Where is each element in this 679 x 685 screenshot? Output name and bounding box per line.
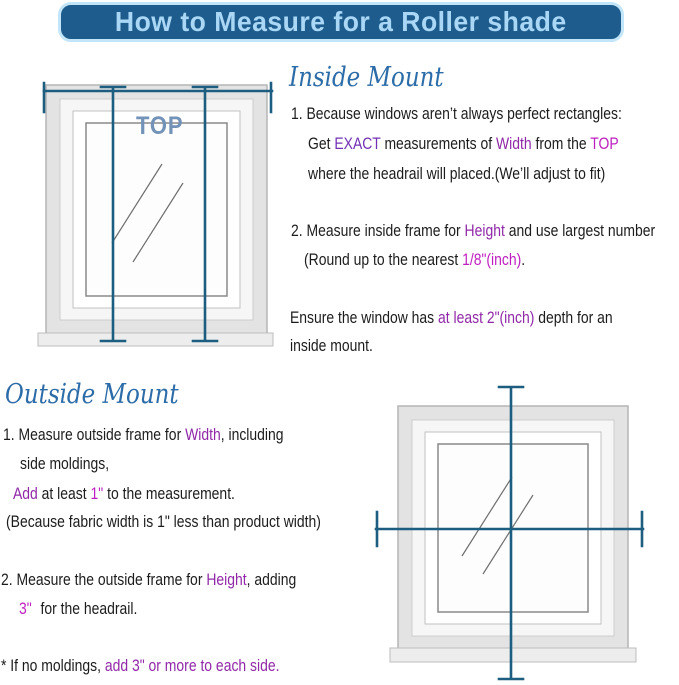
window-sill bbox=[38, 333, 273, 346]
text-segment: inside mount. bbox=[290, 336, 373, 355]
top-label: TOP bbox=[136, 112, 184, 140]
highlight-one-inch: 1" bbox=[90, 484, 104, 503]
outside-step2-line2 bbox=[19, 599, 137, 619]
window-sill bbox=[390, 648, 636, 662]
text-segment: and use largest number bbox=[504, 221, 656, 240]
outside-step1-line4 bbox=[6, 512, 321, 532]
highlight-height: Height bbox=[206, 570, 247, 589]
inside-step2-line2 bbox=[304, 250, 525, 270]
text-segment: for the headrail. bbox=[36, 599, 138, 618]
highlight-add-three: add 3" or more to each side. bbox=[104, 656, 280, 675]
text-segment: measurements of bbox=[380, 134, 497, 153]
text-segment: where the headrail will placed.(We’ll adjust to fit) bbox=[308, 164, 606, 183]
text-segment: , adding bbox=[246, 570, 297, 589]
text-segment: from the bbox=[531, 134, 591, 153]
text-segment: Get bbox=[308, 134, 335, 153]
highlight-top: TOP bbox=[590, 134, 619, 153]
inside-note-line1 bbox=[290, 308, 613, 328]
text-segment: 1. Because windows aren’t always perfect rectangles: bbox=[291, 104, 622, 123]
text-segment: , including bbox=[220, 425, 284, 444]
outside-step1-line3 bbox=[13, 484, 235, 504]
outside-note-line bbox=[1, 656, 279, 676]
text-segment: . bbox=[521, 250, 526, 269]
outside-step1-line2 bbox=[20, 454, 109, 474]
text-segment: 2. Measure inside frame for bbox=[291, 221, 465, 240]
inside-step2-line1 bbox=[291, 221, 655, 241]
highlight-width: Width bbox=[496, 134, 532, 153]
text-segment: (Round up to the nearest bbox=[304, 250, 463, 269]
highlight-height: Height bbox=[464, 221, 505, 240]
inside-step1-line3 bbox=[308, 164, 605, 184]
outside-step1-line1 bbox=[3, 425, 284, 445]
text-segment: to the measurement. bbox=[103, 484, 235, 503]
inside-note-line2 bbox=[290, 336, 373, 356]
page-title: How to Measure for a Roller shade bbox=[115, 6, 567, 37]
highlight-eighth-inch: 1/8"(inch) bbox=[462, 250, 522, 269]
text-segment: Ensure the window has bbox=[290, 308, 439, 327]
outside-mount-heading: Outside Mount bbox=[5, 379, 179, 410]
text-segment: at least bbox=[37, 484, 91, 503]
highlight-three-inch: 3" bbox=[19, 599, 32, 618]
highlight-depth: at least 2"(inch) bbox=[438, 308, 535, 327]
outside-step2-line1 bbox=[1, 570, 296, 590]
inside-step1-line1 bbox=[291, 104, 622, 124]
highlight-add: Add bbox=[13, 484, 38, 503]
text-segment: 2. Measure the outside frame for bbox=[1, 570, 207, 589]
inside-step1-line2 bbox=[308, 134, 619, 154]
outside-mount-window-diagram bbox=[376, 387, 643, 679]
text-segment: (Because fabric width is 1" less than product width) bbox=[6, 512, 321, 531]
text-segment: depth for an bbox=[534, 308, 613, 327]
inside-mount-heading: Inside Mount bbox=[289, 62, 444, 93]
text-segment: 1. Measure outside frame for bbox=[3, 425, 186, 444]
text-segment: * If no moldings, bbox=[1, 656, 105, 675]
text-segment: side moldings, bbox=[20, 454, 110, 473]
highlight-width: Width bbox=[185, 425, 221, 444]
highlight-exact: EXACT bbox=[334, 134, 381, 153]
